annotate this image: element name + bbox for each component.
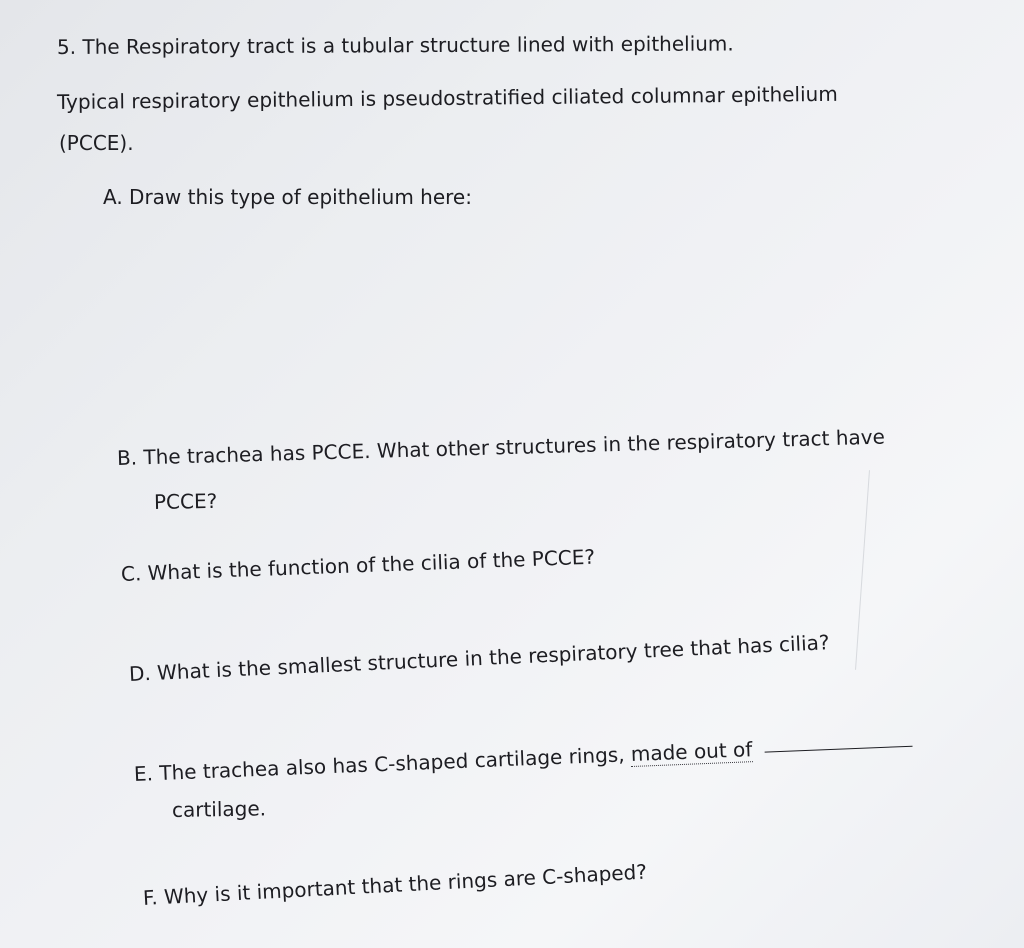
part-b-line-1: B. The trachea has PCCE. What other structures in the respiratory tract have <box>116 424 886 470</box>
part-a: A. Draw this type of epithelium here: <box>103 185 472 209</box>
part-e-line-1 <box>134 733 913 784</box>
part-e-text: E. The trachea also has C-shaped cartilage rings, <box>133 742 626 786</box>
question-5-title: 5. The Respiratory tract is a tubular structure lined with epithelium. <box>56 31 734 59</box>
part-e-underlined-text: made out of <box>630 737 753 767</box>
part-e-line-2: cartilage. <box>171 796 267 822</box>
intro-line-1: Typical respiratory epithelium is pseudostratified ciliated columnar epithelium <box>56 81 838 114</box>
intro-line-2: (PCCE). <box>59 131 134 155</box>
part-e-answer-blank <box>765 746 913 753</box>
paper-crease <box>855 470 870 670</box>
part-c: C. What is the function of the cilia of the PCCE? <box>120 544 596 586</box>
part-b-line-2: PCCE? <box>153 488 218 514</box>
part-f: F. Why is it important that the rings are C-shaped? <box>142 859 648 910</box>
part-d: D. What is the smallest structure in the respiratory tree that has cilia? <box>128 630 830 686</box>
